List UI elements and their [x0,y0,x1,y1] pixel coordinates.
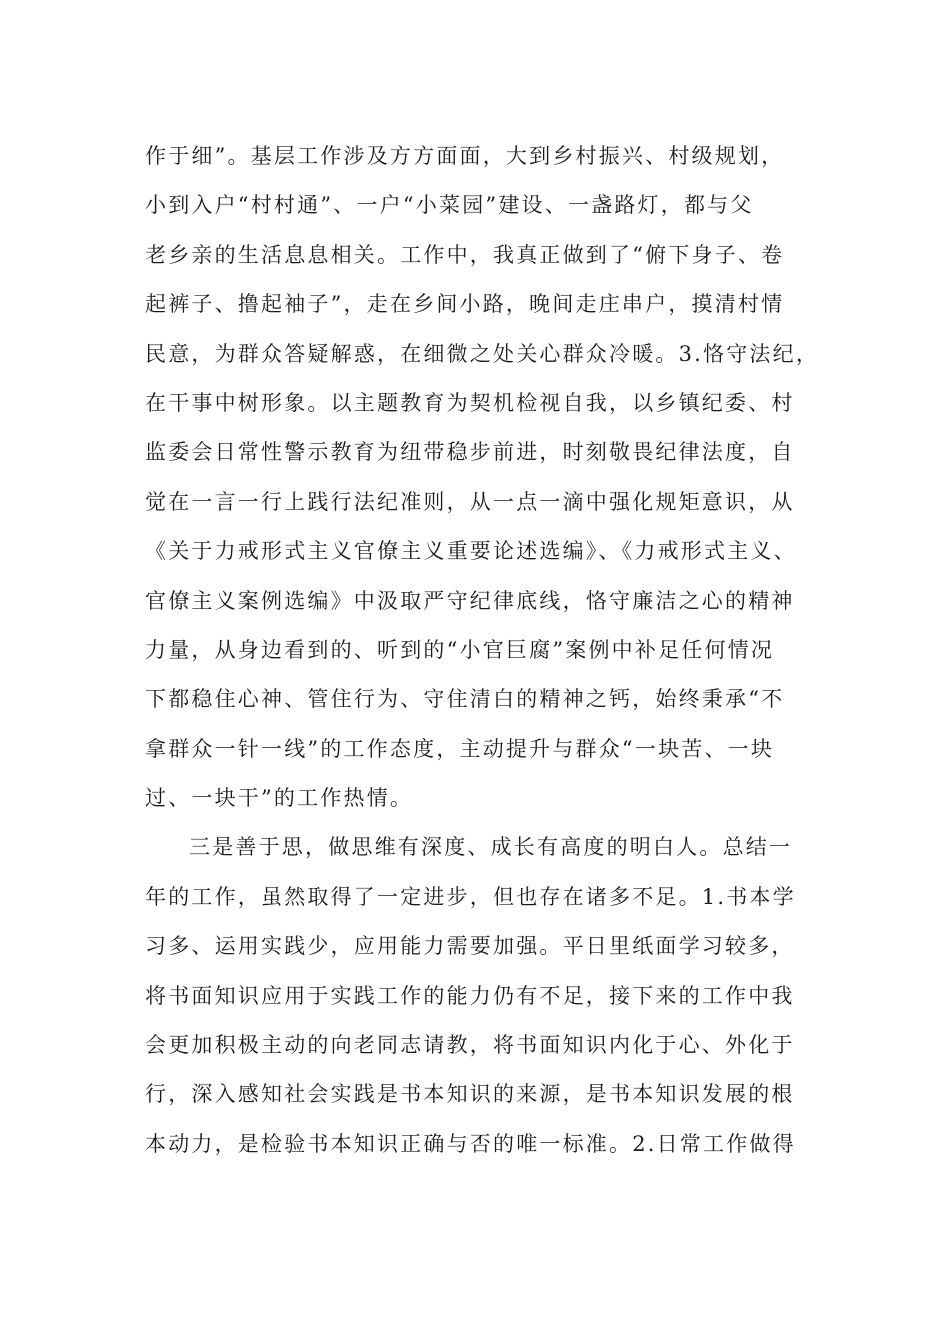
text-line: 《关于力戒形式主义官僚主义重要论述选编》、《力戒形式主义、 [145,539,797,564]
text-line: 起裤子、撸起袖子”，走在乡间小路，晚间走庄串户，摸清村情 [145,292,785,317]
text-line: 行，深入感知社会实践是书本知识的来源，是书本知识发展的根 [145,1082,795,1107]
text-line: 会更加积极主动的向老同志请教，将书面知识内化于心、外化于 [145,1033,795,1058]
text-line: 习多、运用实践少，应用能力需要加强。平日里纸面学习较多， [145,934,795,959]
text-line: 拿群众一针一线”的工作态度，主动提升与群众“一块苦、一块 [145,736,775,761]
text-line: 小到入户“村村通”、一户“小菜园”建设、一盏路灯，都与父 [145,193,754,218]
text-line: 监委会日常性警示教育为纽带稳步前进，时刻敬畏纪律法度，自 [145,440,795,465]
text-line: 官僚主义案例选编》中汲取严守纪律底线，恪守廉洁之心的精神 [145,588,795,613]
text-line: 将书面知识应用于实践工作的能力仍有不足，接下来的工作中我 [145,983,795,1008]
text-line: 民意，为群众答疑解惑，在细微之处关心群众冷暖。3.恪守法纪， [145,341,820,366]
text-line: 本动力，是检验书本知识正确与否的唯一标准。2.日常工作做得 [145,1131,796,1156]
text-line: 在干事中树形象。以主题教育为契机检视自我，以乡镇纪委、村 [145,390,795,415]
document-body [145,132,820,1169]
text-line: 下都稳住心神、管住行为、守住清白的精神之钙，始终秉承“不 [145,687,785,712]
paragraph-start-line: 三是善于思，做思维有深度、成长有高度的明白人。总结一 [189,835,793,860]
text-line: 年的工作，虽然取得了一定进步，但也存在诸多不足。1.书本学 [145,884,796,909]
text-line: 老乡亲的生活息息相关。工作中，我真正做到了“俯下身子、卷 [145,242,785,267]
text-line: 过、一块干”的工作热情。 [145,786,414,811]
text-line: 觉在一言一行上践行法纪准则，从一点一滴中强化规矩意识，从 [145,489,795,514]
text-line: 作于细”。基层工作涉及方方面面，大到乡村振兴、村级规划， [145,144,785,168]
text-line: 力量，从身边看到的、听到的“小官巨腐”案例中补足任何情况 [145,637,775,662]
